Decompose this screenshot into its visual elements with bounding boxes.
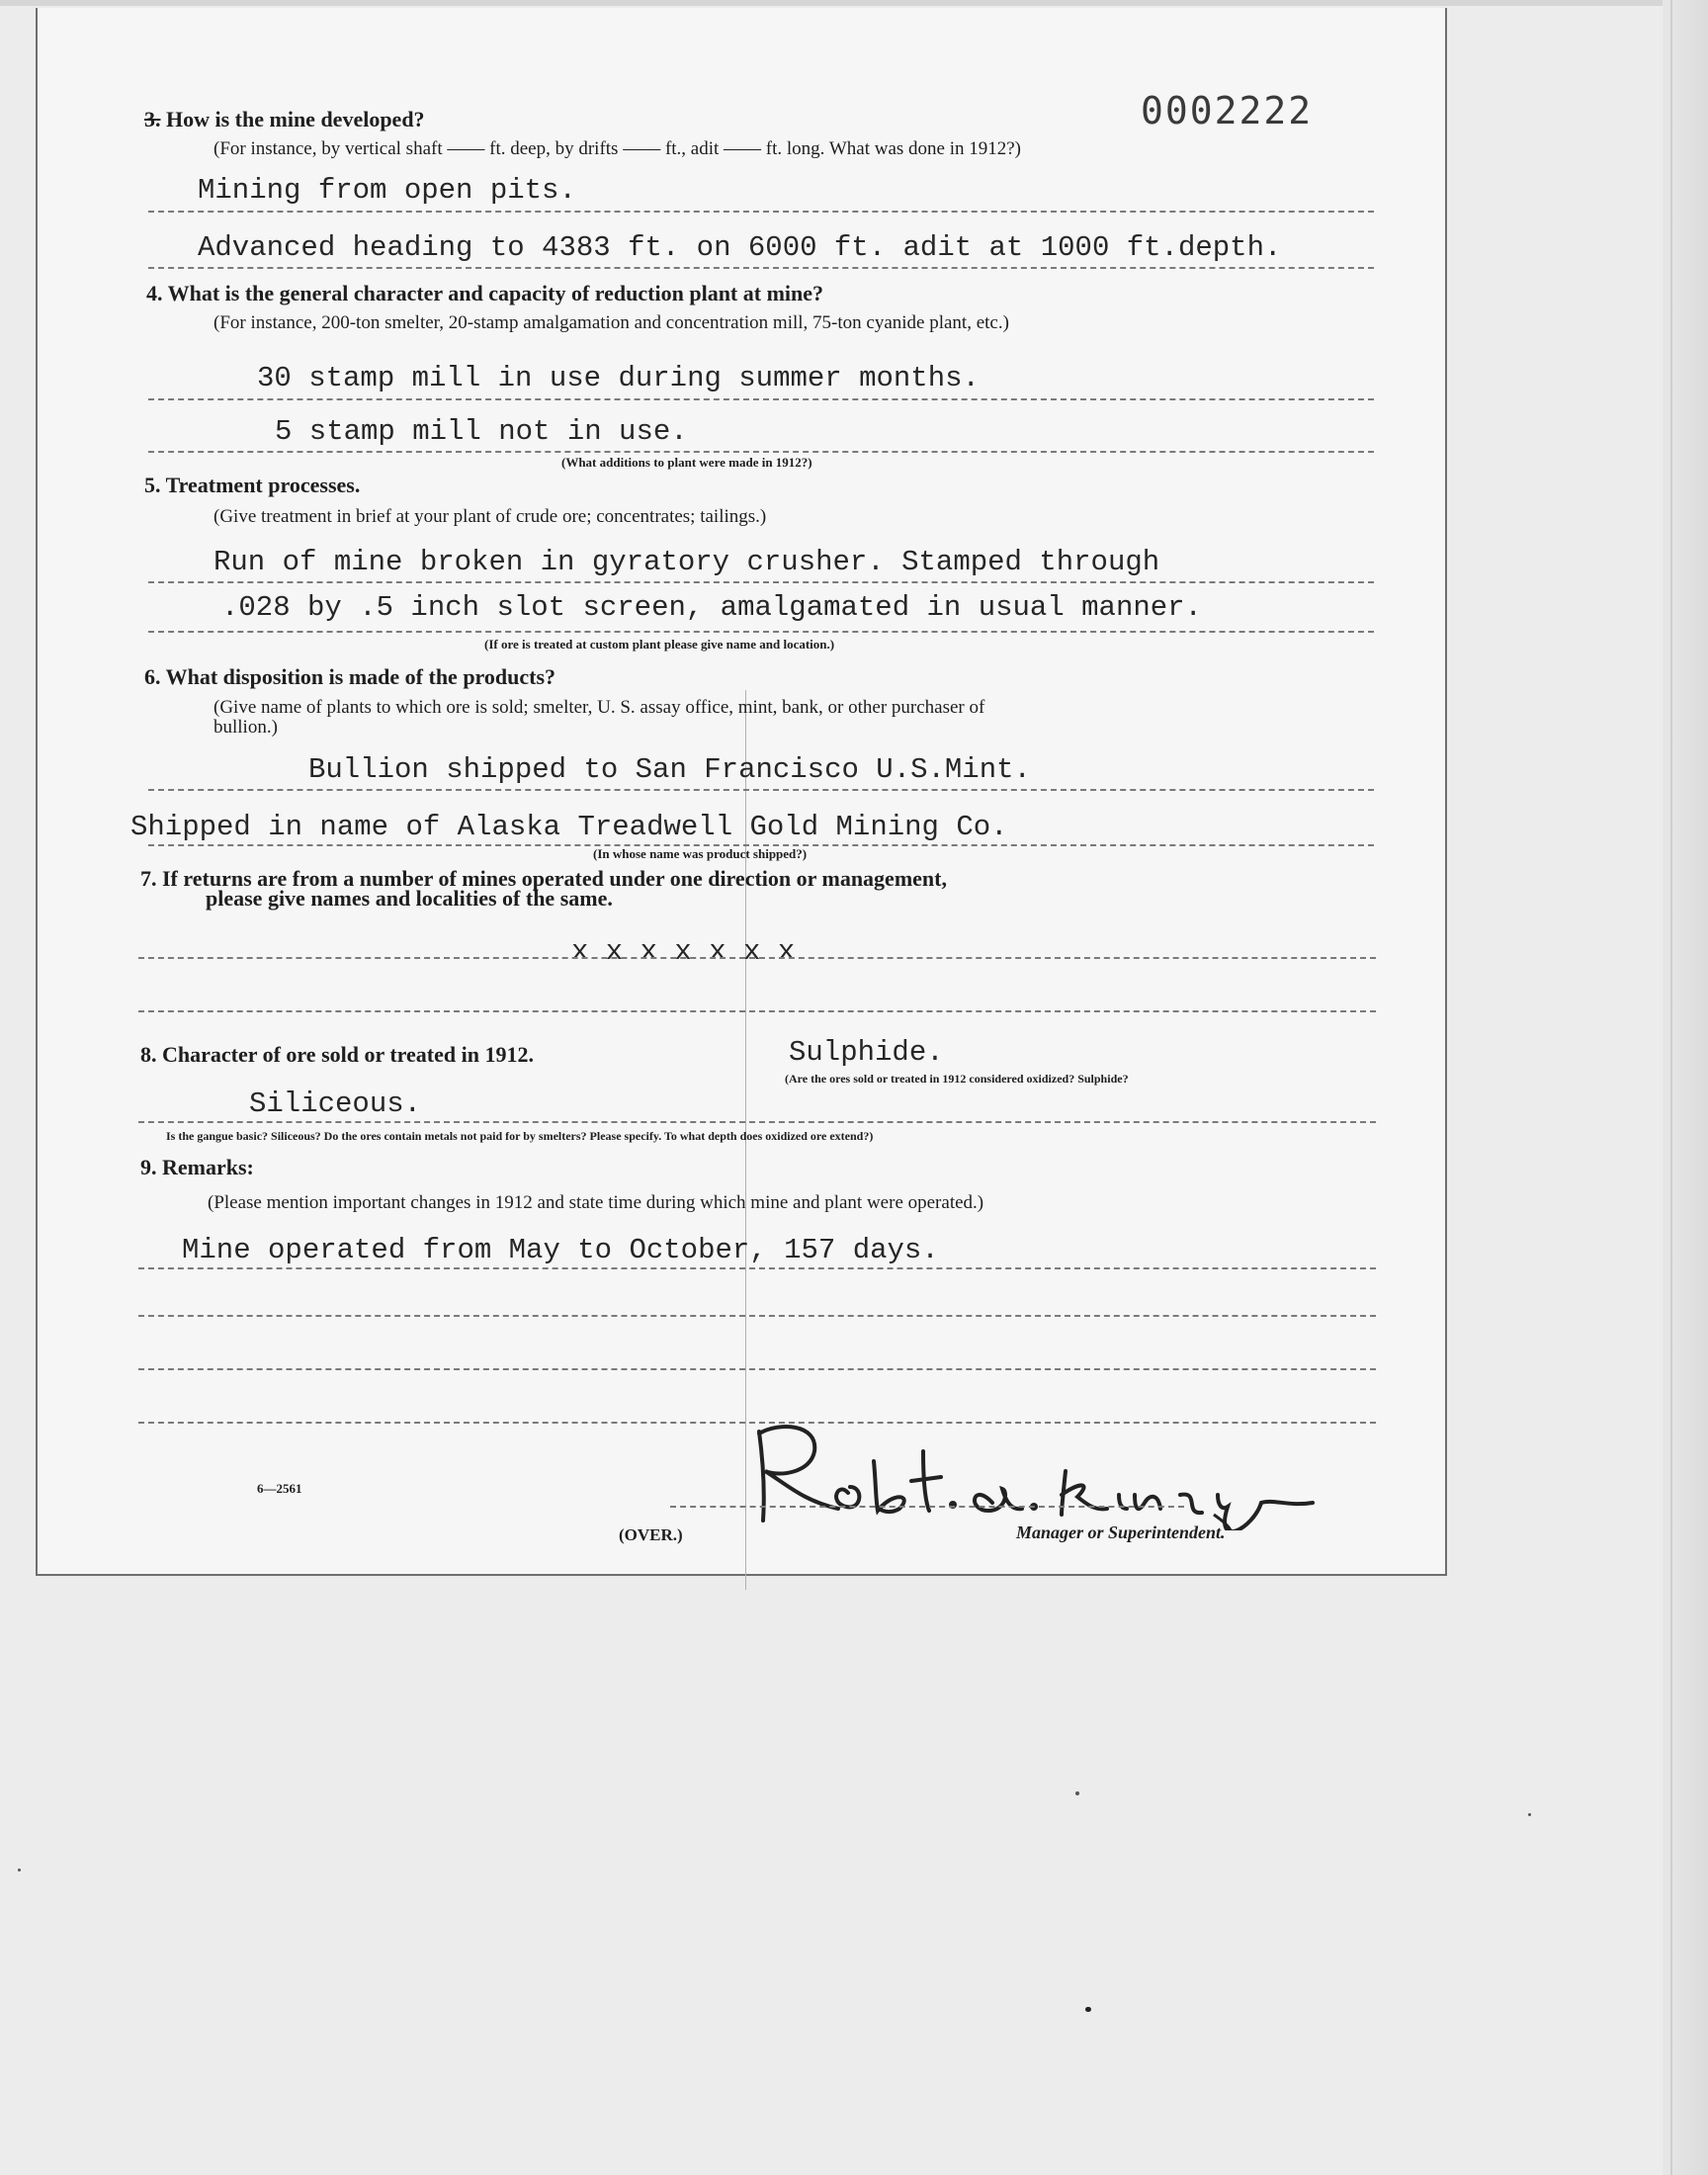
q3-heading — [144, 107, 425, 132]
q5-number: 5. — [144, 473, 161, 497]
q3-rule-1 — [148, 211, 1374, 213]
q6-heading-text: What disposition is made of the products? — [165, 664, 556, 689]
signature-image — [720, 1412, 1431, 1530]
q5-answer-line-2: .028 by .5 inch slot screen, amalgamated in usual manner. — [221, 591, 1202, 624]
q4-rule-2 — [148, 451, 1374, 453]
q9-rule-3 — [138, 1368, 1376, 1370]
q7-answer: x x x x x x x — [571, 935, 796, 968]
q3-answer-line-2: Advanced heading to 4383 ft. on 6000 ft. adit at 1000 ft.depth. — [198, 231, 1282, 264]
over-label: (OVER.) — [619, 1525, 683, 1544]
q6-heading — [144, 664, 555, 690]
q9-rule-1 — [138, 1267, 1376, 1269]
q8-number: 8. — [140, 1042, 157, 1067]
q8-answer-inline: Sulphide. — [789, 1036, 944, 1069]
q8-answer-line-2: Siliceous. — [249, 1088, 422, 1120]
q4-answer-line-2: 5 stamp mill not in use. — [275, 415, 688, 448]
q6-answer-line-1: Bullion shipped to San Francisco U.S.Mint. — [308, 753, 1031, 786]
q4-instruction: (For instance, 200-ton smelter, 20-stamp amalgamation and concentration mill, 75-ton cyanide plant, etc.) — [214, 312, 1009, 333]
q7-rule-1 — [138, 957, 1376, 959]
form-code: 6—2561 — [257, 1481, 302, 1496]
q3-number: 3. — [144, 107, 161, 131]
q4-number: 4. — [146, 281, 163, 305]
q6-rule-1 — [148, 789, 1374, 791]
q4-rule-1 — [148, 398, 1374, 400]
q5-footnote: (If ore is treated at custom plant please give name and location.) — [484, 637, 835, 652]
q6-number: 6. — [144, 664, 161, 689]
q3-rule-2 — [148, 267, 1374, 269]
q6-answer-line-2: Shipped in name of Alaska Treadwell Gold Mining Co. — [130, 811, 1008, 843]
q7-number: 7. — [140, 866, 157, 891]
scan-speck — [18, 1869, 21, 1871]
signature-rule — [670, 1506, 1184, 1508]
q3-heading-text: How is the mine developed? — [166, 107, 425, 131]
scan-speck — [1075, 1791, 1079, 1795]
q8-footnote: Is the gangue basic? Siliceous? Do the ores contain metals not paid for by smelters? Please specify. To what depth does oxidized ore extend?) — [166, 1129, 874, 1143]
q4-answer-line-1: 30 stamp mill in use during summer months. — [257, 362, 980, 394]
q8-rule — [138, 1121, 1376, 1123]
scan-edge-top — [0, 0, 1708, 6]
q5-rule-2 — [148, 631, 1374, 633]
q3-instruction: (For instance, by vertical shaft —— ft. deep, by drifts —— ft., adit —— ft. long. What was done in 1912?) — [214, 138, 1021, 159]
q5-heading — [144, 473, 360, 498]
q5-heading-text: Treatment processes. — [165, 473, 361, 497]
q4-heading — [146, 281, 823, 306]
signature-caption: Manager or Superintendent. — [1016, 1522, 1226, 1542]
q9-instruction: (Please mention important changes in 1912 and state time during which mine and plant were operated.) — [208, 1192, 984, 1213]
q8-heading — [140, 1042, 534, 1068]
q7-heading-line-2: please give names and localities of the same. — [206, 886, 613, 911]
q9-heading-text: Remarks: — [162, 1155, 254, 1179]
scan-speck — [1085, 2007, 1091, 2012]
q7-heading-text-1: If returns are from a number of mines operated under one direction or management, — [162, 866, 947, 891]
q6-instruction-line-2: bullion.) — [214, 717, 278, 738]
scan-speck — [1528, 1813, 1531, 1816]
q9-number: 9. — [140, 1155, 157, 1179]
q5-rule-1 — [148, 581, 1374, 583]
q5-instruction: (Give treatment in brief at your plant of crude ore; concentrates; tailings.) — [214, 506, 767, 527]
q7-rule-2 — [138, 1010, 1376, 1012]
q3-answer-line-1: Mining from open pits. — [198, 174, 576, 207]
q5-answer-line-1: Run of mine broken in gyratory crusher. Stamped through — [214, 546, 1160, 578]
q6-footnote: (In whose name was product shipped?) — [593, 846, 808, 861]
q9-answer: Mine operated from May to October, 157 days. — [182, 1234, 939, 1266]
document-stamp-number: 0002222 — [1141, 89, 1314, 132]
q8-heading-text: Character of ore sold or treated in 1912. — [162, 1042, 534, 1067]
q9-rule-2 — [138, 1315, 1376, 1317]
q4-footnote: (What additions to plant were made in 1912?) — [561, 455, 812, 470]
q6-instruction-line-1: (Give name of plants to which ore is sold; smelter, U. S. assay office, mint, bank, or other purchaser of — [214, 697, 985, 718]
q4-heading-text: What is the general character and capacity of reduction plant at mine? — [167, 281, 824, 305]
q8-note-right: (Are the ores sold or treated in 1912 considered oxidized? Sulphide? — [785, 1072, 1129, 1086]
scan-edge-right — [1663, 0, 1708, 2175]
q9-heading — [140, 1155, 254, 1180]
form-page — [36, 8, 1447, 1576]
